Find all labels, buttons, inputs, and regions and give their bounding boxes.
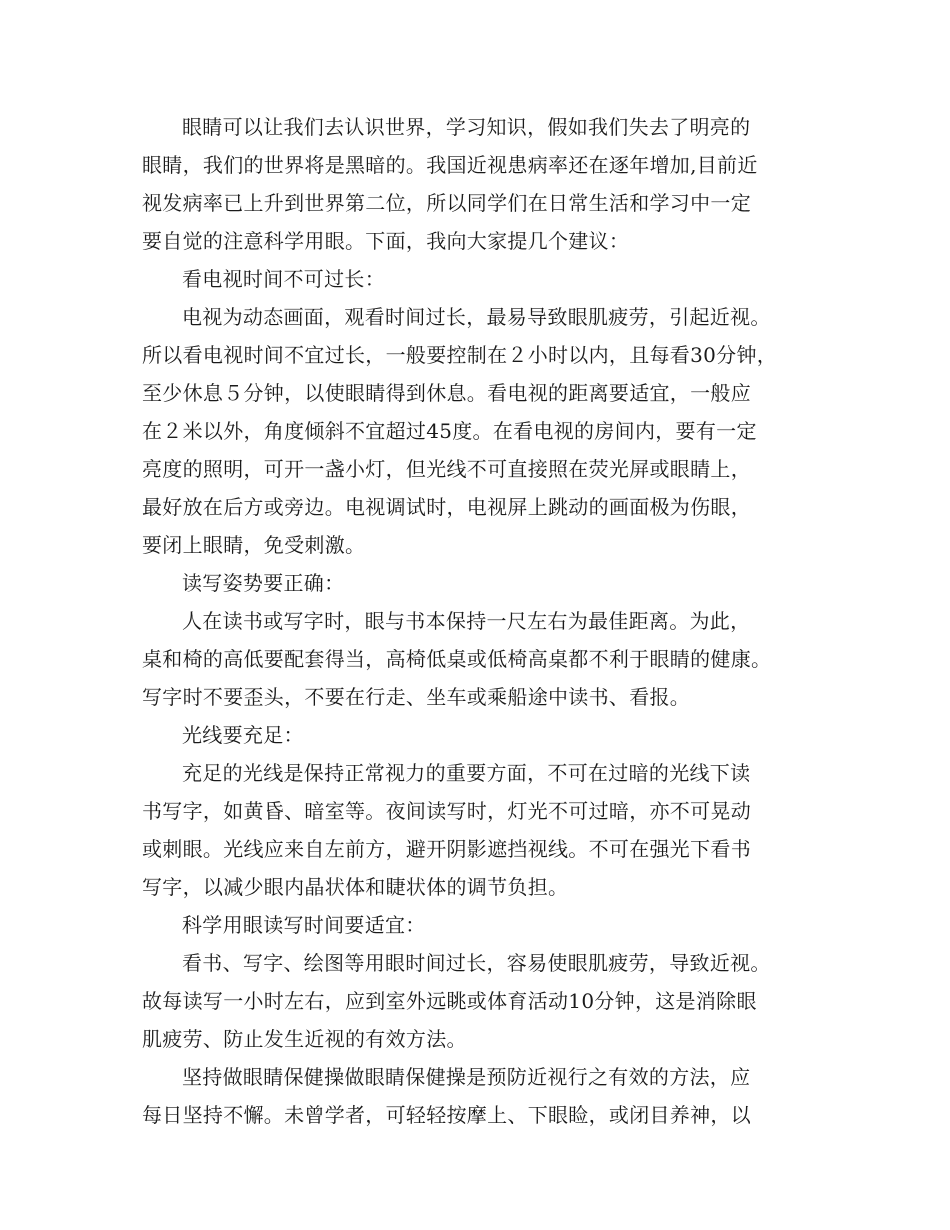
text-line: 眼睛可以让我们去认识世界，学习知识，假如我们失去了明亮的 [182, 115, 751, 139]
section-heading [142, 260, 808, 298]
text-line: 要闭上眼睛，免受刺激。 [142, 533, 366, 557]
text-line: 科学用眼读写时间要适宜： [182, 913, 426, 937]
text-line: 人在读书或写字时，眼与书本保持一尺左右为最佳距离。为此， [182, 609, 751, 633]
text-line: 在２米以外，角度倾斜不宜超过45度。在看电视的房间内，要有一定 [142, 419, 757, 443]
text-line: 或刺眼。光线应来自左前方，避开阴影遮挡视线。不可在强光下看书 [142, 837, 751, 861]
text-line: 电视为动态画面，观看时间过长，最易导致眼肌疲劳，引起近视。 [182, 305, 771, 329]
text-line: 最好放在后方或旁边。电视调试时，电视屏上跳动的画面极为伤眼， [142, 495, 751, 519]
text-line: 看电视时间不可过长： [182, 267, 385, 291]
body-paragraph [142, 1058, 808, 1134]
document-body [142, 108, 808, 1134]
section-heading [142, 564, 808, 602]
text-line: 充足的光线是保持正常视力的重要方面，不可在过暗的光线下读 [182, 761, 751, 785]
body-paragraph [142, 108, 808, 260]
body-paragraph [142, 754, 808, 906]
text-line: 书写字，如黄昏、暗室等。夜间读写时，灯光不可过暗，亦不可晃动 [142, 799, 751, 823]
text-line: 坚持做眼睛保健操做眼睛保健操是预防近视行之有效的方法，应 [182, 1065, 751, 1089]
text-line: 故每读写一小时左右，应到室外远眺或体育活动10分钟，这是消除眼 [142, 989, 757, 1013]
text-line: 每日坚持不懈。未曾学者，可轻轻按摩上、下眼睑，或闭目养神，以 [142, 1103, 751, 1127]
text-line: 桌和椅的高低要配套得当，高椅低桌或低椅高桌都不利于眼睛的健康。 [142, 647, 772, 671]
text-line: 眼睛，我们的世界将是黑暗的。我国近视患病率还在逐年增加,目前近 [142, 153, 758, 177]
text-line: 肌疲劳、防止发生近视的有效方法。 [142, 1027, 467, 1051]
text-line: 亮度的照明，可开一盏小灯，但光线不可直接照在荧光屏或眼睛上， [142, 457, 751, 481]
section-heading [142, 906, 808, 944]
section-heading [142, 716, 808, 754]
text-line: 至少休息５分钟，以使眼睛得到休息。看电视的距离要适宜，一般应 [142, 381, 751, 405]
text-line: 所以看电视时间不宜过长，一般要控制在２小时以内，且每看30分钟， [142, 343, 778, 367]
text-line: 写字时不要歪头，不要在行走、坐车或乘船途中读书、看报。 [142, 685, 691, 709]
text-line: 光线要充足： [182, 723, 304, 747]
text-line: 读写姿势要正确： [182, 571, 345, 595]
text-line: 写字，以减少眼内晶状体和睫状体的调节负担。 [142, 875, 569, 899]
text-line: 视发病率已上升到世界第二位，所以同学们在日常生活和学习中一定 [142, 191, 751, 215]
text-line: 看书、写字、绘图等用眼时间过长，容易使眼肌疲劳，导致近视。 [182, 951, 771, 975]
text-line: 要自觉的注意科学用眼。下面，我向大家提几个建议： [142, 229, 630, 253]
body-paragraph [142, 298, 808, 564]
body-paragraph [142, 602, 808, 716]
body-paragraph [142, 944, 808, 1058]
